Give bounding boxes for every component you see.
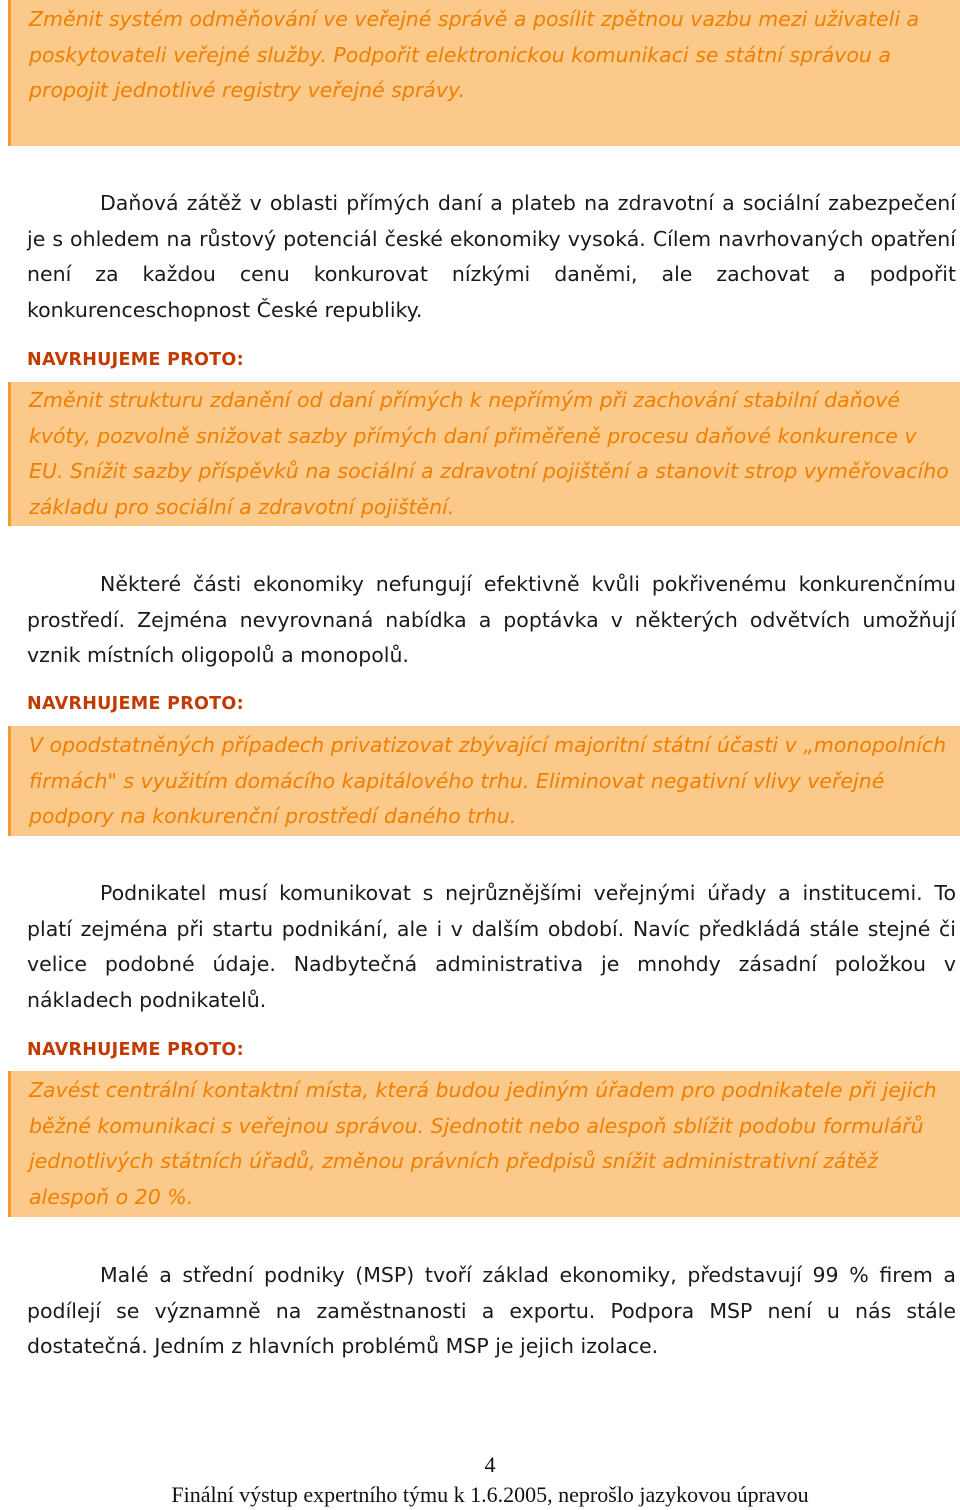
paragraph-3 [27,876,956,1018]
paragraph-2 [27,567,956,674]
proposal-box-3 [8,726,960,836]
heading-proposal-1: NAVRHUJEME PROTO: [27,350,244,370]
paragraph-1 [27,186,956,328]
heading-proposal-2: NAVRHUJEME PROTO: [27,694,244,714]
proposal-box-4 [8,1071,960,1217]
proposal-box-2-text: Změnit strukturu zdanění od daní přímých k nepřímým při zachování stabilní daňové kvóty, pozvolně snižovat sazby přímých daní přiměřeně procesu daňové konkurence v EU. Snížit sazby příspěvků na sociální a zdravotní pojištění a stanovit strop vyměřovacího základu pro sociální a zdravotní pojištění. [29,388,949,519]
paragraph-3-text: Podnikatel musí komunikovat s nejrůznějšími veřejnými úřady a institucemi. To platí zejména při startu podnikání, ale i v dalším období. Navíc předkládá stále stejné či velice podobné údaje. Nadbytečná administrativa je mnohdy zásadní položkou v nákladech podnikatelů. [27,881,956,1012]
page-number: 4 [484,1452,496,1477]
paragraph-4-text: Malé a střední podniky (MSP) tvoří základ ekonomiky, představují 99 % firem a podílejí se významně na zaměstnanosti a exportu. Podpora MSP není u nás stále dostatečná. Jedním z hlavních problémů MSP je jejich izolace. [27,1263,956,1358]
proposal-box-1 [8,0,960,146]
heading-proposal-3: NAVRHUJEME PROTO: [27,1040,244,1060]
footer-note: Finální výstup expertního týmu k 1.6.2005, neprošlo jazykovou úpravou [171,1482,809,1507]
proposal-box-3-text: V opodstatněných případech privatizovat zbývající majoritní státní účasti v „monopolních firmách" s využitím domácího kapitálového trhu. Eliminovat negativní vlivy veřejné podpory na konkurenční prostředí daného trhu. [29,733,947,828]
proposal-box-4-text: Zavést centrální kontaktní místa, která budou jediným úřadem pro podnikatele při jejich běžné komunikaci s veřejnou správou. Sjednotit nebo alespoň sblížit podobu formulářů jednotlivých státních úřadů, změnou právních předpisů snížit administrativní zátěž alespoň o 20 %. [29,1078,937,1209]
paragraph-4 [27,1258,956,1365]
paragraph-2-text: Některé části ekonomiky nefungují efektivně kvůli pokřivenému konkurenčnímu prostředí. Zejména nevyrovnaná nabídka a poptávka v některých odvětvích umožňují vznik místních oligopolů a monopolů. [27,572,956,667]
proposal-box-2 [8,382,960,526]
paragraph-1-text: Daňová zátěž v oblasti přímých daní a plateb na zdravotní a sociální zabezpečení je s ohledem na růstový potenciál české ekonomiky vysoká. Cílem navrhovaných opatření není za každou cenu konkurovat nízkými daněmi, ale zachovat a podpořit konkurenceschopnost České republiky. [27,191,956,322]
proposal-box-1-text: Změnit systém odměňování ve veřejné správě a posílit zpětnou vazbu mezi uživateli a poskytovateli veřejné služby. Podpořit elektronickou komunikaci se státní správou a propojit jednotlivé registry veřejné správy. [29,7,920,102]
